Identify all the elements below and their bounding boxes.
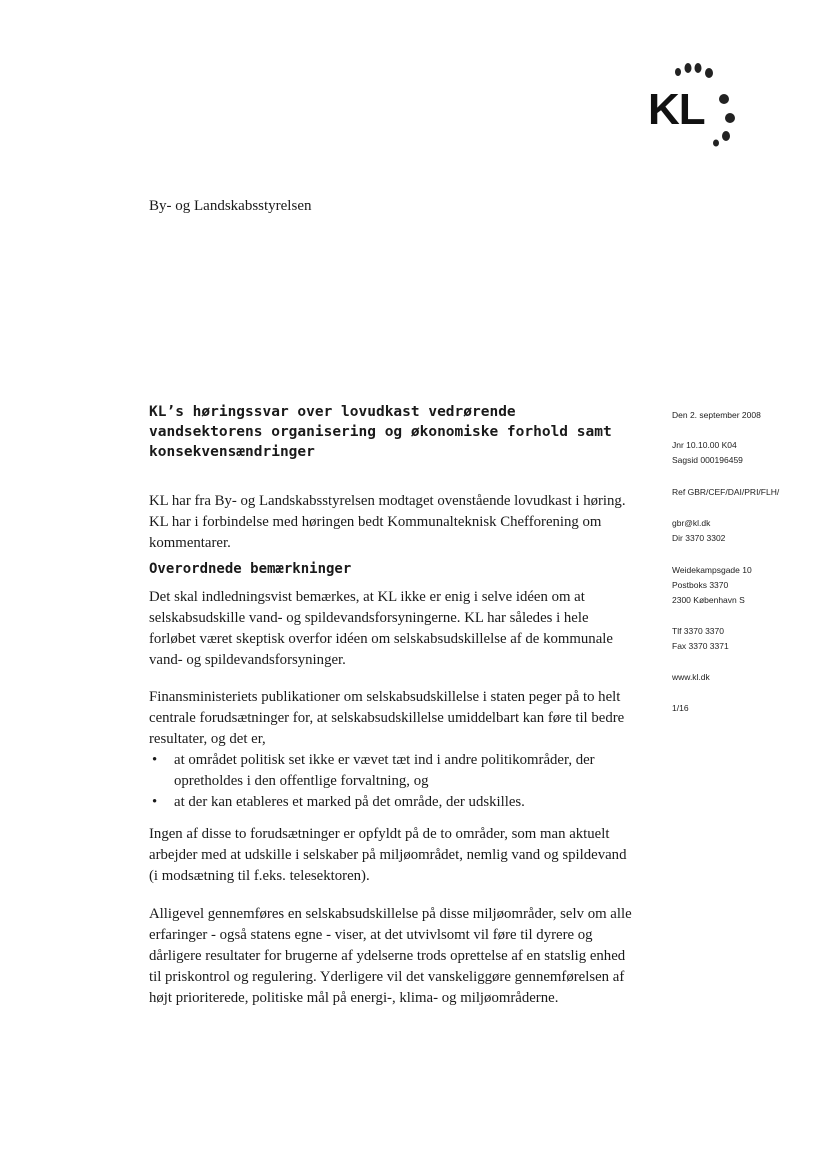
sidebar-case-id: Sagsid 000196459 — [672, 455, 743, 465]
section-heading: Overordnede bemærkninger — [149, 561, 352, 577]
sidebar-direct-phone: Dir 3370 3302 — [672, 533, 726, 543]
sidebar-address-pobox: Postboks 3370 — [672, 580, 729, 590]
paragraph-consequences: Alligevel gennemføres en selskabsudskillelse på disse miljøområder, selv om alle erfaringer - også statens egne - viser, at det utvivlsomt vil føre til dyrere og dårligere resultater for brugerne af ydelserne trods oprettelse af en statslig enhed til priskontrol og regulering. Yderligere vil det vanskeliggøre gennemførelsen af højt prioriterede, politiske mål på energi-, klima- og miljøområderne. — [149, 906, 632, 1006]
sidebar-email: gbr@kl.dk — [672, 518, 711, 528]
paragraph-not-fulfilled: Ingen af disse to forudsætninger er opfyldt på de to områder, som man aktuelt arbejder med at udskille i selskaber på miljøområdet, nemlig vand og spildevand (i modsætning til f.eks. telesektoren). — [149, 826, 627, 884]
list-item-text: at der kan etableres et marked på det område, der udskilles. — [174, 794, 525, 810]
paragraph-preconditions: Finansministeriets publikationer om selskabsudskillelse i staten peger på to helt centrale forudsætninger for, at selskabsudskillelse umiddelbart kan føre til bedre resultater, og det er, — [149, 689, 625, 747]
intro-paragraph: KL har fra By- og Landskabsstyrelsen modtaget ovenstående lovudkast i høring. KL har i forbindelse med høringen bedt Kommunalteknisk Chefforening om kommentarer. — [149, 493, 626, 551]
sidebar-address-street: Weidekampsgade 10 — [672, 565, 752, 575]
list-item — [149, 750, 635, 792]
paragraph-disagreement: Det skal indledningsvist bemærkes, at KL ikke er enig i selve idéen om at selskabsudskille vand- og spildevandsforsyningerne. KL har således i hele forløbet været skeptisk overfor idéen om selskabsudskillelse af de kommunale vand- og spildevandsforsyninger. — [149, 589, 613, 668]
preconditions-list — [149, 750, 635, 813]
letter-title: KL’s høringssvar over lovudkast vedrørende vandsektorens organisering og økonomiske forhold samt konsekvensændringer — [149, 404, 612, 460]
list-item — [149, 792, 635, 813]
sidebar-phone: Tlf 3370 3370 — [672, 626, 724, 636]
sidebar-journal-number: Jnr 10.10.00 K04 — [672, 440, 737, 450]
bullet-icon: • — [152, 752, 158, 768]
sidebar-date: Den 2. september 2008 — [672, 410, 761, 420]
bullet-icon: • — [152, 794, 158, 810]
kl-logo — [640, 55, 750, 155]
recipient: By- og Landskabsstyrelsen — [149, 198, 312, 214]
list-item-text: at området politisk set ikke er vævet tæt ind i andre politikområder, der opretholdes i den offentlige forvaltning, og — [174, 752, 595, 789]
sidebar-website: www.kl.dk — [672, 672, 710, 682]
logo-text: KL — [648, 85, 705, 134]
sidebar-reference: Ref GBR/CEF/DAI/PRI/FLH/ — [672, 487, 780, 497]
sidebar-address-city: 2300 København S — [672, 595, 745, 605]
sidebar-fax: Fax 3370 3371 — [672, 641, 729, 651]
page-number: 1/16 — [672, 703, 689, 713]
